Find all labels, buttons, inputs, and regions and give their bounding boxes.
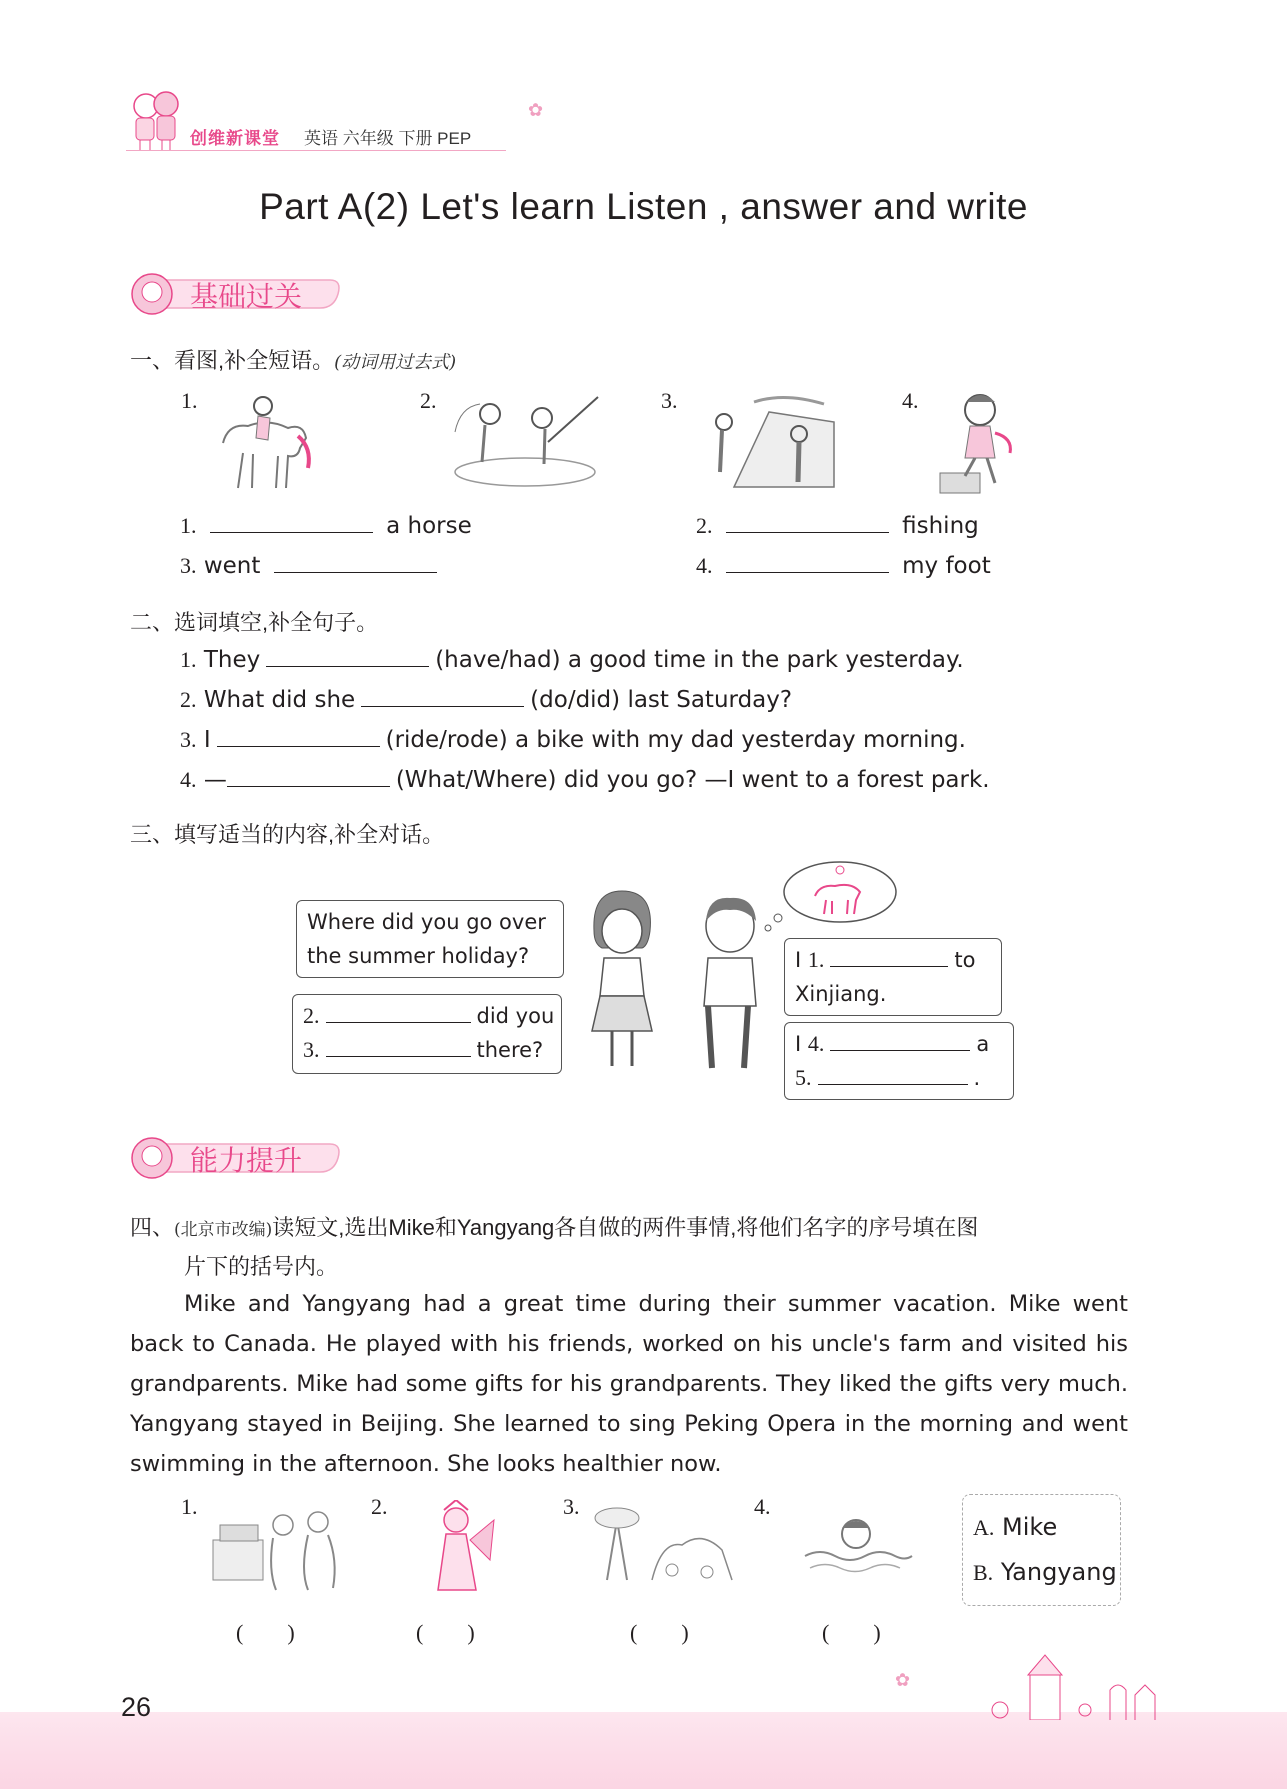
girl-blank-3-num: 3. [303, 1037, 320, 1062]
q2-item-3-after: (ride/rode) a bike with my dad yesterday morning. [385, 727, 966, 753]
q2-item-1-before: They [203, 647, 261, 673]
boy-answer-1-before: I [795, 948, 802, 972]
q3-blank-5[interactable] [818, 1064, 968, 1085]
girl-question-line-2: the summer holiday? [307, 944, 530, 968]
page-number: 26 [121, 1692, 152, 1722]
q2-item-2-before: What did she [203, 687, 356, 713]
q4-picture-number-3: 3. [563, 1494, 580, 1519]
q4-title [130, 1208, 1130, 1250]
q2-item-3 [180, 726, 966, 753]
q4-option-a-letter: A. [973, 1515, 995, 1540]
q2-blank-4[interactable] [227, 766, 390, 787]
q2-item-4-after: (What/Where) did you go? —I went to a forest park. [395, 767, 990, 793]
q2-blank-3[interactable] [217, 726, 380, 747]
picture-peking-opera [420, 1500, 500, 1600]
q4-options-box [962, 1494, 1121, 1606]
boy-answer-bubble-1 [784, 938, 1002, 1016]
page-title: Part A(2) Let's learn Listen , answer and write [259, 186, 1028, 227]
flower-icon: ✿ [528, 100, 544, 120]
picture-gifts-grandparents [208, 1500, 348, 1595]
footer-flower-icon: ✿ [895, 1670, 911, 1690]
header-subject: 英语 六年级 下册 PEP [304, 129, 472, 148]
boy-illustration [694, 886, 766, 1076]
boy-answer-2-line-2 [795, 1061, 1003, 1095]
q3-blank-3[interactable] [326, 1036, 471, 1057]
q1-picture-number-4: 4. [902, 388, 919, 413]
q4-answer-paren-3[interactable]: ( ) [630, 1620, 689, 1645]
q2-title: 二、选词填空,补全句子。 [130, 610, 379, 635]
q1-item-4-num: 4. [696, 553, 713, 578]
girl-question-bubble [296, 900, 564, 978]
boy-answer-2-num: 4. [807, 1031, 825, 1056]
q1-title-text: 一、看图,补全短语。 [130, 348, 335, 373]
q4-option-a-name: Mike [1002, 1513, 1058, 1541]
q2-item-3-num: 3. [180, 727, 197, 752]
q4-answer-paren-1[interactable]: ( ) [236, 1620, 295, 1645]
girl-question-line-1: Where did you go over [307, 910, 546, 934]
boy-answer-1-num: 1. [807, 947, 825, 972]
section-basic-badge [130, 272, 345, 312]
footer-band [0, 1712, 1287, 1789]
q3-blank-2[interactable] [326, 1002, 471, 1023]
q4-answer-paren-2[interactable]: ( ) [416, 1620, 475, 1645]
q1-item-3 [180, 552, 443, 579]
q3-title: 三、填写适当的内容,补全对话。 [130, 822, 445, 847]
q1-blank-1[interactable] [210, 512, 373, 533]
q1-item-4 [696, 552, 991, 579]
q1-title [130, 344, 456, 375]
q4-option-b-name: Yangyang [1000, 1558, 1117, 1586]
q4-picture-number-2: 2. [371, 1494, 388, 1519]
footer-castle-icon [990, 1650, 1160, 1720]
q1-item-1-num: 1. [180, 513, 197, 538]
q2-item-1-after: (have/had) a good time in the park yesterday. [435, 647, 964, 673]
header-kids-logo [126, 86, 186, 152]
boy-answer-1-after: to [954, 948, 976, 972]
q1-picture-number-2: 2. [420, 388, 437, 413]
boy-answer-1-line-1 [795, 943, 991, 977]
girl-blank-2-after: did you [476, 1004, 555, 1028]
q2-item-3-before: I [203, 727, 211, 753]
q2-item-2-after: (do/did) last Saturday? [530, 687, 793, 713]
q2-item-4-num: 4. [180, 767, 197, 792]
boy-answer-2-after: a [976, 1032, 990, 1056]
q2-item-4 [180, 766, 990, 793]
q1-picture-number-3: 3. [661, 388, 678, 413]
thought-bubble-horse [760, 856, 900, 936]
q3-blank-4[interactable] [830, 1030, 970, 1051]
girl-blank-bubble [292, 994, 562, 1074]
girl-blank-line-2 [303, 999, 555, 1033]
q2-item-2 [180, 686, 792, 713]
picture-fishing [450, 392, 600, 492]
q4-option-b-letter: B. [973, 1560, 994, 1585]
section-ability-badge [130, 1136, 345, 1176]
picture-riding-horse [208, 388, 318, 498]
q2-blank-1[interactable] [266, 646, 429, 667]
q1-item-3-num: 3. [180, 553, 197, 578]
q2-item-1 [180, 646, 964, 673]
q1-item-4-after: my foot [902, 553, 991, 579]
q1-blank-4[interactable] [726, 552, 889, 573]
picture-farm-work [592, 1500, 742, 1590]
header-brand: 创维新课堂 [190, 129, 280, 148]
q1-item-2-after: fishing [902, 513, 979, 539]
q1-item-1 [180, 512, 472, 539]
q1-item-1-after: a horse [386, 513, 472, 539]
q4-picture-number-4: 4. [754, 1494, 771, 1519]
boy-answer-2-before: I [795, 1032, 802, 1056]
q4-source: (北京市改编) [174, 1220, 273, 1240]
q1-item-3-before: went [203, 553, 261, 579]
boy-answer-2-num5: 5. [795, 1065, 812, 1090]
picture-camping [694, 392, 844, 492]
q2-item-4-before: — [203, 767, 227, 793]
boy-answer-2-line-1 [795, 1027, 1003, 1061]
q4-passage [130, 1284, 1128, 1484]
q1-note: (动词用过去式) [334, 352, 457, 373]
q1-blank-2[interactable] [726, 512, 889, 533]
q2-blank-2[interactable] [361, 686, 524, 707]
q2-item-1-num: 1. [180, 647, 197, 672]
picture-hurt-foot [935, 388, 1025, 498]
q4-title-rest: 读短文,选出Mike和Yangyang各自做的两件事情,将他们名字的序号填在图 [272, 1215, 979, 1240]
q4-option-b [963, 1550, 1120, 1595]
q1-item-2 [696, 512, 979, 539]
boy-answer-1-line-2: Xinjiang. [795, 982, 887, 1006]
q4-passage-text: Mike and Yangyang had a great time during their summer vacation. Mike went back to Canada. He played with his friends, worked on his uncle's farm and visited his grandparents. Mike had some gifts for his grandparents. They liked the gifts very much. Yangyang stayed in Beijing. She learned to sing Peking Opera in the morning and went swimming in the afternoon. She looks healthier now. [130, 1291, 1128, 1477]
q4-title-prefix: 四、 [130, 1215, 175, 1240]
q4-answer-paren-4[interactable]: ( ) [822, 1620, 881, 1645]
header-underline [126, 150, 506, 151]
girl-illustration [582, 886, 662, 1076]
picture-swimming [800, 1506, 915, 1581]
q2-item-2-num: 2. [180, 687, 197, 712]
q3-blank-1[interactable] [830, 946, 948, 967]
boy-answer-bubble-2 [784, 1022, 1014, 1100]
q1-blank-3[interactable] [274, 552, 437, 573]
q4-title-line-2: 片下的括号内。 [184, 1254, 339, 1279]
section-basic-label: 基础过关 [190, 281, 303, 312]
boy-answer-2-end: . [973, 1066, 981, 1090]
q4-option-a [963, 1505, 1120, 1550]
q1-picture-number-1: 1. [181, 388, 198, 413]
q4-picture-number-1: 1. [181, 1494, 198, 1519]
girl-blank-line-3 [303, 1033, 551, 1067]
section-ability-label: 能力提升 [190, 1145, 303, 1176]
girl-blank-2-num: 2. [303, 1003, 320, 1028]
q1-item-2-num: 2. [696, 513, 713, 538]
girl-blank-3-after: there? [476, 1038, 544, 1062]
